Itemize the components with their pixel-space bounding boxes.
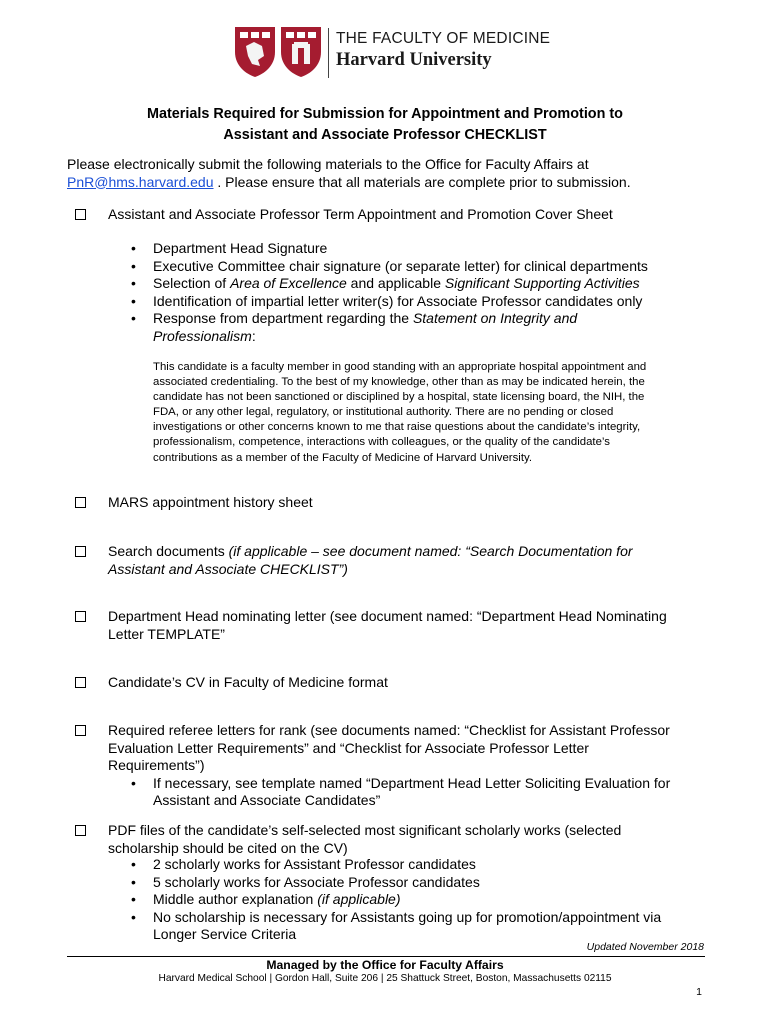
header-divider [328, 28, 329, 78]
item-label: MARS appointment history sheet [108, 494, 313, 510]
bullet-icon: • [131, 873, 136, 890]
harvard-shield-logo [234, 26, 276, 78]
list-item: • Identification of impartial letter writer(s) for Associate Professor candidates only [131, 292, 643, 309]
medical-school-shield-logo [280, 26, 322, 78]
bullet-icon: • [131, 310, 136, 326]
list-item: • Executive Committee chair signature (or separate letter) for clinical departments [131, 257, 648, 274]
title-line-2: Assistant and Associate Professor CHECKLIST [223, 127, 547, 143]
intro-paragraph [67, 156, 707, 191]
bullet-icon: • [131, 891, 136, 907]
list-item: • If necessary, see template named “Department Head Letter Soliciting Evaluation for Assistant and Associate Candidates” [131, 774, 671, 808]
bullet-icon: • [131, 257, 136, 274]
checkbox[interactable] [75, 825, 86, 836]
checkbox[interactable] [75, 546, 86, 557]
item-label: Assistant and Associate Professor Term Appointment and Promotion Cover Sheet [108, 206, 613, 222]
list-item: • 2 scholarly works for Assistant Professor candidates [131, 856, 476, 872]
list-item: • Department Head Signature [131, 240, 328, 256]
checkbox[interactable] [75, 209, 86, 220]
checkbox[interactable] [75, 611, 86, 622]
intro-text-1: Please electronically submit the following materials to the Office for Faculty Affairs at [67, 156, 589, 172]
updated-date: Updated November 2018 [586, 941, 704, 953]
footer-divider [67, 956, 705, 957]
checkbox[interactable] [75, 677, 86, 688]
intro-text-2: . Please ensure that all materials are complete prior to submission. [217, 173, 631, 190]
integrity-statement: This candidate is a faculty member in good standing with an appropriate hospital appointment and associated credentialing. To the best of my knowledge, other than as may be indicated herein, the candidate has not been sanctioned or disciplined by a hospital, state licensing board, the NIH, the FDA, or any other legal, regulatory, or institutional authority. There are no pending or closed investigations or other concerns known to me that raise questions about the candidate’s integrity, professionalism, competence, interactions with colleagues, or the quality of the candidate’s contributions as a member of the Faculty of Medicine of Harvard University. [153, 361, 647, 464]
item-label: PDF files of the candidate’s self-selected most significant scholarly works (selected scholarship should be cited on the CV) [108, 822, 622, 856]
bullet-icon: • [131, 856, 136, 872]
managed-by: Managed by the Office for Faculty Affairs [266, 958, 504, 972]
list-item: • Response from department regarding the Statement on Integrity and Professionalism: [131, 310, 578, 344]
item-label: Search documents (if applicable – see document named: “Search Documentation for Assistant and Associate CHECKLIST”) [108, 543, 633, 577]
header-line-1: THE FACULTY OF MEDICINE [336, 30, 551, 47]
bullet-icon: • [131, 292, 136, 309]
page-title [0, 104, 770, 146]
bullet-icon: • [131, 275, 136, 291]
list-item: • Selection of Area of Excellence and applicable Significant Supporting Activities [131, 275, 640, 291]
item-label: Candidate’s CV in Faculty of Medicine format [108, 674, 388, 690]
list-item: • No scholarship is necessary for Assistants going up for promotion/appointment via Longer Service Criteria [131, 908, 662, 942]
bullet-icon: • [131, 774, 136, 791]
checkbox[interactable] [75, 725, 86, 736]
page-number: 1 [696, 986, 702, 998]
item-label: Required referee letters for rank (see documents named: “Checklist for Assistant Professor Evaluation Letter Requirements” and “Checklist for Associate Professor Letter Requirements”) [108, 722, 670, 773]
item-label: Department Head nominating letter (see document named: “Department Head Nominating Letter TEMPLATE” [108, 608, 667, 642]
list-item: • Middle author explanation (if applicable) [131, 891, 401, 907]
checkbox[interactable] [75, 497, 86, 508]
faculty-of-medicine-header [234, 26, 554, 82]
footer-address: Harvard Medical School | Gordon Hall, Suite 206 | 25 Shattuck Street, Boston, Massachusetts 02115 [158, 973, 612, 984]
list-item: • 5 scholarly works for Associate Professor candidates [131, 873, 480, 890]
header-line-2: Harvard University [336, 50, 492, 70]
bullet-icon: • [131, 240, 136, 256]
bullet-icon: • [131, 908, 136, 925]
title-line-1: Materials Required for Submission for Appointment and Promotion to [147, 106, 623, 122]
email-link[interactable]: PnR@hms.harvard.edu [67, 173, 214, 190]
